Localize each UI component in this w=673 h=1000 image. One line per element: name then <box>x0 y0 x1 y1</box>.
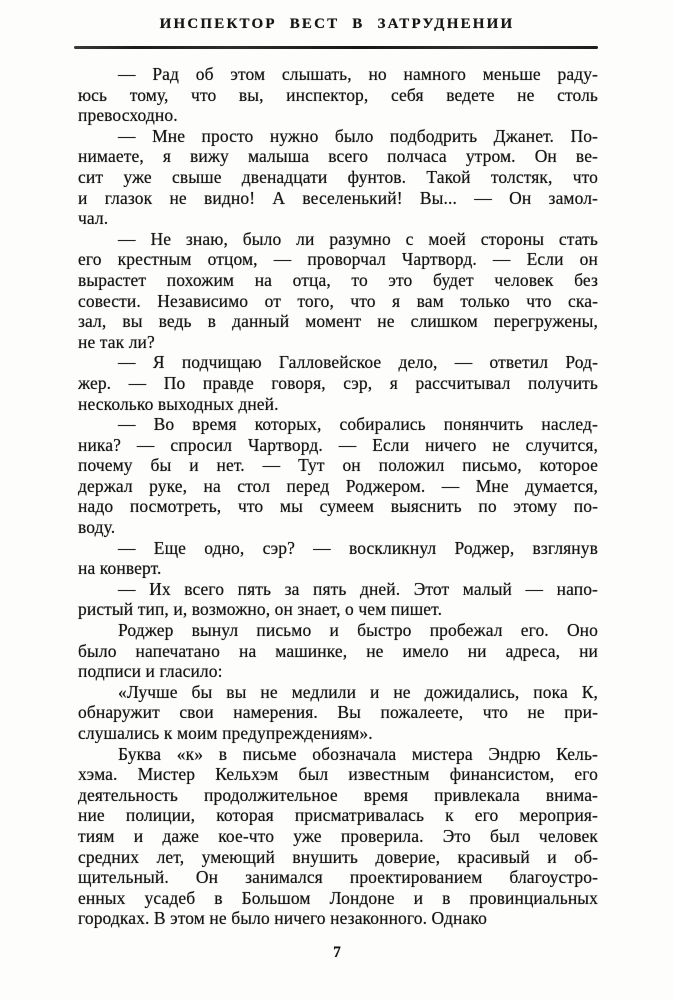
text-line: было напечатано на машинке, не имело ни адреса, ни <box>78 640 598 661</box>
text-line: не так ли? <box>78 331 155 352</box>
text-line: — Я подчищаю Галловейское дело, — ответил Род- <box>118 352 598 373</box>
text-line: щительный. Он занимался проектированием благоустро- <box>78 867 598 888</box>
header-rule <box>74 46 598 49</box>
text-line: вырастет похожим на отца, то это будет человек без <box>78 269 598 290</box>
text-line: сит уже свыше двенадцати фунтов. Такой толстяк, что <box>78 166 598 187</box>
paragraph <box>78 414 598 538</box>
text-line: юсь тому, что вы, инспектор, себя ведете не столь <box>78 84 598 105</box>
text-line: ристый тип, и, возможно, он знает, о чем пишет. <box>78 599 443 620</box>
text-line: — Во время которых, собирались понянчить наслед- <box>118 414 598 435</box>
text-line: ника? — спросил Чартворд. — Если ничего не случится, <box>78 434 598 455</box>
running-header-title: ИНСПЕКТОР ВЕСТ В ЗАТРУДНЕНИИ <box>159 16 515 32</box>
text-line: чал. <box>78 208 109 229</box>
text-line: почему бы и нет. — Тут он положил письмо, которое <box>78 455 598 476</box>
text-line: хэма. Мистер Кельхэм был известным финансистом, его <box>78 764 598 785</box>
text-line: — Рад об этом слышать, но намного меньше раду- <box>118 64 598 84</box>
text-line: на конверт. <box>78 558 162 579</box>
text-line: енных усадеб в Большом Лондоне и в провинциальных <box>78 887 598 908</box>
text-line: слушались к моим предупреждениям». <box>78 723 373 743</box>
paragraph <box>78 229 598 353</box>
text-line: тиям и даже кое-что уже проверила. Это был человек <box>78 825 598 846</box>
text-line: средних лет, умеющий внушить доверие, красивый и об- <box>78 846 598 867</box>
text-line: деятельность продолжительное время привлекала внима- <box>78 784 598 805</box>
text-line: — Мне просто нужно было подбодрить Джанет. По- <box>118 125 598 146</box>
text-body <box>78 64 598 929</box>
paragraph <box>78 620 598 682</box>
paragraph <box>78 538 598 579</box>
text-line: обнаружит свои намерения. Вы пожалеете, что не при- <box>78 702 598 723</box>
text-line: жер. — По правде говоря, сэр, я рассчитывал получить <box>78 372 598 393</box>
text-line: его крестным отцом, — проворчал Чартворд. — Если он <box>78 249 598 270</box>
text-line: несколько выходных дней. <box>78 393 279 414</box>
text-line: и глазок не видно! А веселенький! Вы... — Он замол- <box>78 187 598 208</box>
text-line: — Не знаю, было ли разумно с моей стороны стать <box>118 228 598 249</box>
text-line: подписи и гласило: <box>78 661 223 682</box>
paragraph <box>78 682 598 744</box>
text-line: Роджер вынул письмо и быстро пробежал его. Оно <box>118 620 598 641</box>
text-line: совести. Независимо от того, что я вам только что ска- <box>78 290 598 311</box>
text-line: Буква «к» в письме обозначала мистера Эндрю Кель- <box>118 743 598 764</box>
page-number: 7 <box>333 944 341 961</box>
paragraph <box>78 579 598 620</box>
paragraph <box>78 126 598 229</box>
text-line: нимаете, я вижу малыша всего полчаса утром. Он ве- <box>78 146 598 167</box>
text-line: воду. <box>78 517 116 538</box>
paragraph <box>78 744 598 929</box>
text-line: превосходно. <box>78 105 178 126</box>
paragraph <box>78 352 598 414</box>
text-line: «Лучше бы вы не медлили и не дожидались, пока К, <box>118 681 598 702</box>
text-line: зал, вы ведь в данный момент не слишком перегружены, <box>78 311 598 332</box>
text-line: надо посмотреть, что мы сумеем выяснить по этому по- <box>78 496 598 517</box>
text-line: — Еще одно, сэр? — воскликнул Роджер, взглянув <box>118 537 598 558</box>
text-line: городках. В этом не было ничего незаконного. Однако <box>78 908 487 929</box>
paragraph <box>78 64 598 126</box>
text-line: ние полиции, которая присматривалась к его мероприя- <box>78 805 598 826</box>
text-line: — Их всего пять за пять дней. Этот малый — напо- <box>118 578 598 599</box>
text-line: держал руке, на стол перед Роджером. — Мне думается, <box>78 475 598 496</box>
